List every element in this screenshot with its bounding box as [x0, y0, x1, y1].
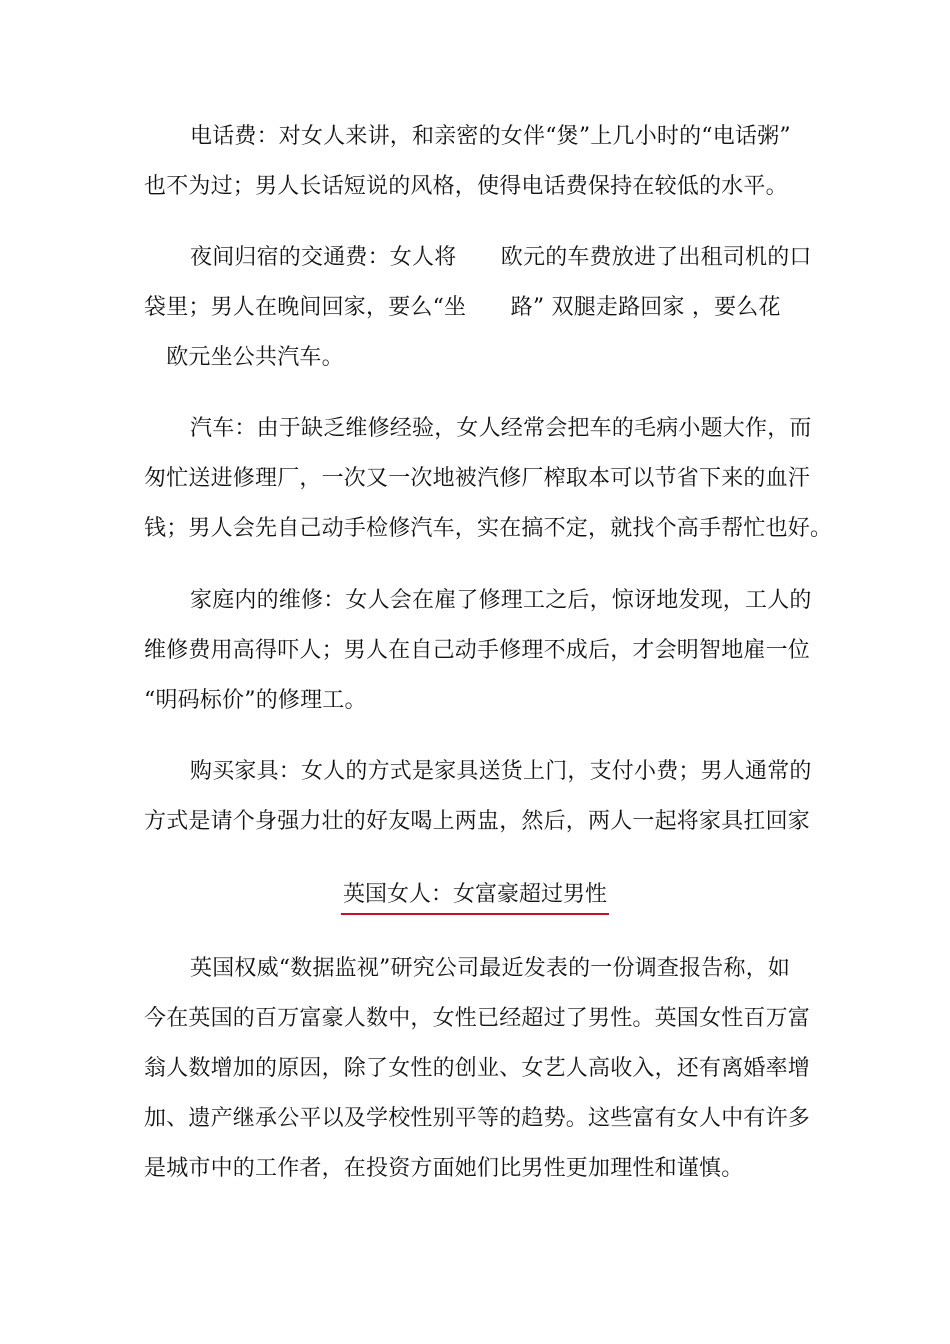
article-line-5: 是城市中的工作者，在投资方面她们比男性更加理性和谨慎。 — [144, 1156, 744, 1181]
paragraph-car-line-2: 匆忙送进修理厂，一次又一次地被汽修厂榨取本可以节省下来的血汗 — [144, 466, 811, 491]
paragraph-phone-fee-line-1: 电话费：对女人来讲，和亲密的女伴“煲”上几小时的“电话粥” — [190, 124, 791, 149]
paragraph-night-transport-line-3: 欧元坐公共汽车。 — [144, 345, 344, 370]
article-line-2: 今在英国的百万富豪人数中，女性已经超过了男性。英国女性百万富 — [144, 1006, 811, 1031]
paragraph-home-repair-line-3: “明码标价”的修理工。 — [144, 688, 367, 713]
section-heading-wrap — [0, 880, 950, 915]
article-line-3: 翁人数增加的原因，除了女性的创业、女艺人高收入，还有离婚率增 — [144, 1056, 811, 1081]
paragraph-home-repair-line-1: 家庭内的维修：女人会在雇了修理工之后，惊讶地发现，工人的 — [190, 588, 812, 613]
section-heading: 英国女人：女富豪超过男性 — [341, 880, 609, 915]
article-line-1: 英国权威“数据监视”研究公司最近发表的一份调查报告称，如 — [190, 956, 791, 981]
paragraph-car-line-3: 钱；男人会先自己动手检修汽车，实在搞不定，就找个高手帮忙也好。 — [144, 516, 833, 541]
paragraph-night-transport-line-1: 夜间归宿的交通费：女人将 欧元的车费放进了出租司机的口 — [190, 245, 812, 270]
paragraph-furniture-line-1: 购买家具：女人的方式是家具送货上门，支付小费；男人通常的 — [190, 759, 812, 784]
paragraph-phone-fee-line-2: 也不为过；男人长话短说的风格，使得电话费保持在较低的水平。 — [144, 174, 788, 199]
paragraph-night-transport-line-2: 袋里；男人在晚间回家，要么“坐 路” 双腿走路回家 ，要么花 — [144, 295, 781, 320]
paragraph-car-line-1: 汽车：由于缺乏维修经验，女人经常会把车的毛病小题大作，而 — [190, 416, 812, 441]
article-line-4: 加、遗产继承公平以及学校性别平等的趋势。这些富有女人中有许多 — [144, 1106, 811, 1131]
paragraph-home-repair-line-2: 维修费用高得吓人；男人在自己动手修理不成后，才会明智地雇一位 — [144, 638, 811, 663]
paragraph-furniture-line-2: 方式是请个身强力壮的好友喝上两盅，然后，两人一起将家具扛回家 — [144, 809, 811, 834]
